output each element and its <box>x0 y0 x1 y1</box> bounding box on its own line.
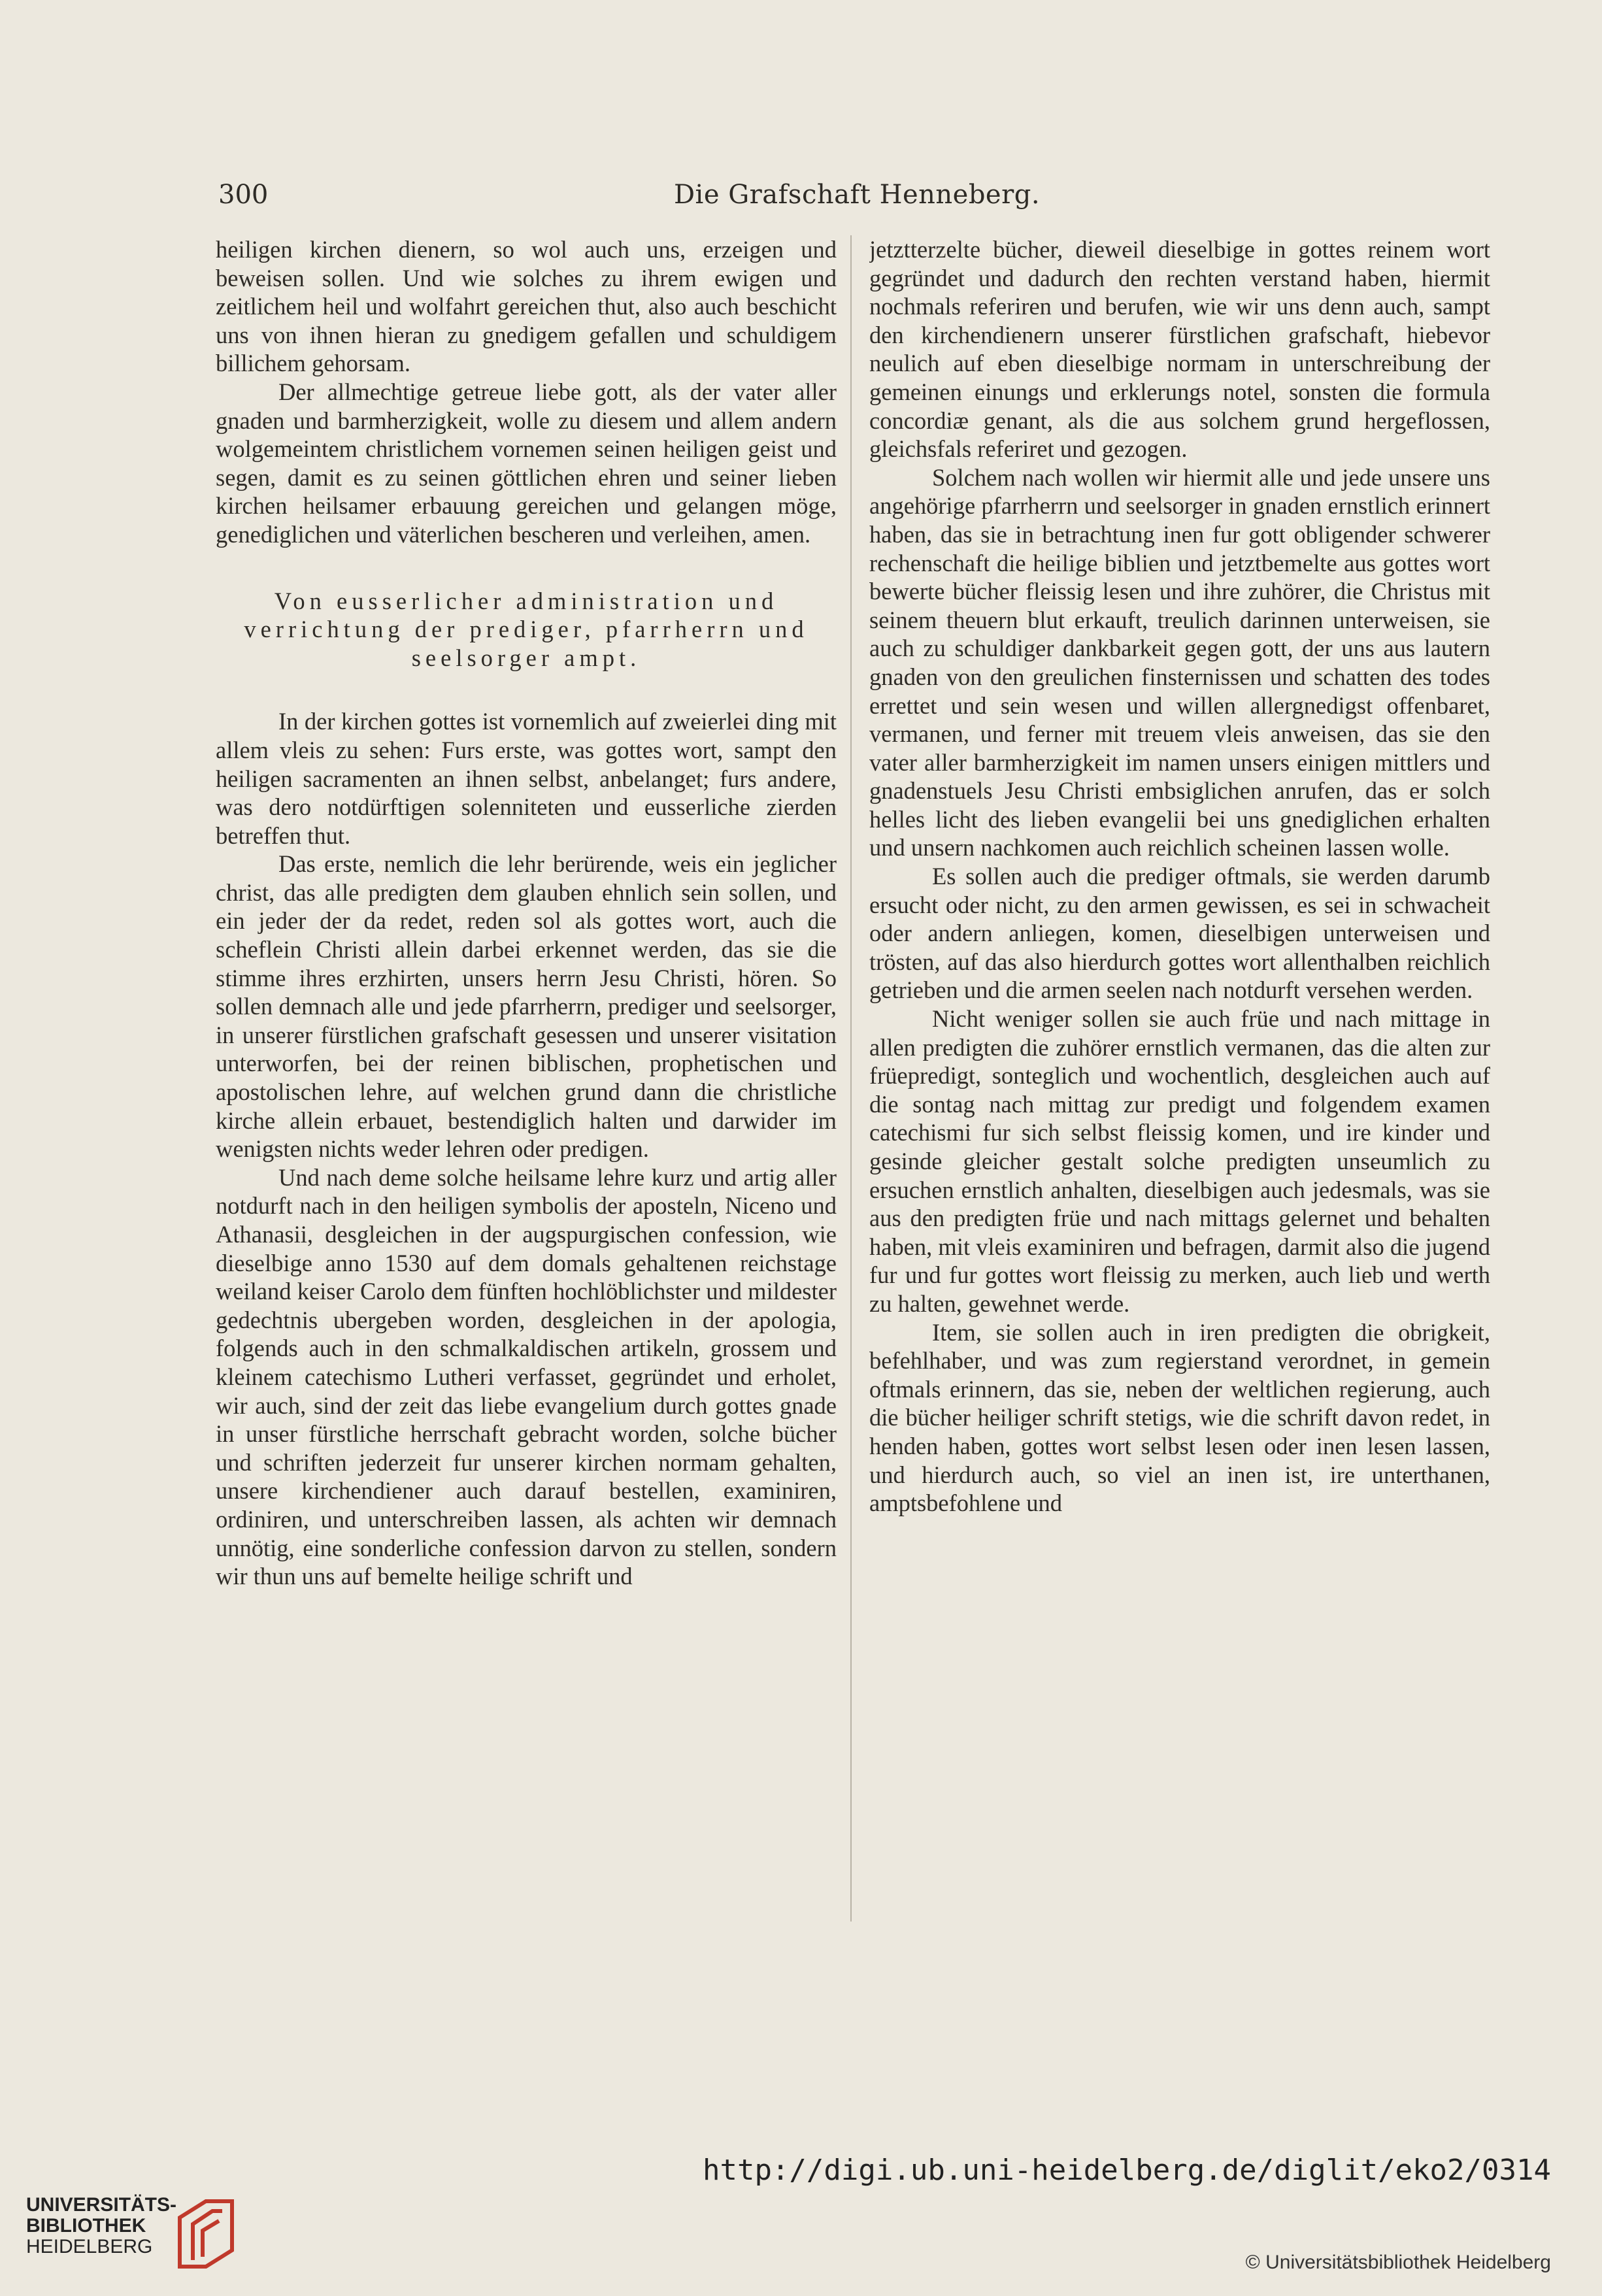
paragraph: Und nach deme solche heilsame lehre kurz und artig aller notdurft nach in den heiligen symbolis der aposteln, Niceno und Athanasii, desgleichen in der augspurgischen confession, wie dieselbige anno 1530 auf dem domals gehaltenen reichstage weiland keiser Carolo dem fünften hochlöblichster und mildester gedechtnis ubergeben worden, desgleichen in der apologia, folgends auch in den schmalkaldischen artikeln, grossem und kleinem catechismo Lutheri verfasset, gegründet und erholet, wir auch, sind der zeit das liebe evangelium durch gottes gnade in unser fürstliche herrschaft gebracht worden, solche bücher und schriften jederzeit fur unserer kirchen normam gehalten, unsere kirchendiener auch darauf bestellen, examiniren, ordiniren, und unterschreiben lassen, als achten wir demnach unnötig, eine sonderliche confession darvon zu stellen, sondern wir thun uns auf bemelte heilige schrift und <box>216 1163 837 1590</box>
page-number: 300 <box>218 180 269 210</box>
logo-line: HEIDELBERG <box>26 2236 153 2257</box>
logo-icon <box>167 2195 239 2273</box>
permalink-link[interactable]: http://digi.ub.uni-heidelberg.de/diglit/eko2/0314 <box>702 2154 1551 2187</box>
section-heading: Von eusserlicher administration und verrichtung der prediger, pfarrherrn und seelsorger ampt. <box>244 587 809 671</box>
paragraph: Solchem nach wollen wir hiermit alle und jede unsere uns angehörige pfarrherrn und seelsorger in gnaden ernstlich erinnert haben, das sie in betrachtung inen fur gott obligender schwerer rechenschaft die heilige biblien und jetztbemelte aus gottes wort bewerte bücher fleissig lesen und ihre zuhörer, die Christus mit seinem theuern blut erkauft, treulich darinnen unterweisen, sie auch zu schuldiger dankbarkeit gegen gott, der uns aus lautern gnaden von den greulichen finsternissen und schatten des todes errettet und sein wesen und willen allergnedigst offenbaret, vermanen, und ferner mit treuem vleis anweisen, das sie den vater aller barmherzigkeit im namen unsers einigen mittlers und gnadenstuels Jesu Christi embsiglichen anrufen, das er solch helles licht des lieben evangelii bei uns gnediglichen erhalten und unsern nachkomen auch reichlich scheinen lassen wolle. <box>869 463 1490 861</box>
paragraph: Item, sie sollen auch in iren predigten die obrigkeit, befehlhaber, und was zum regierstand verordnet, in gemein oftmals erinnern, das sie, neben der weltlichen regierung, auch die bücher heiliger schrift stetigs, wie die schrift davon redet, in henden haben, gottes wort selbst lesen oder inen lesen lassen, und hierdurch auch, so viel an inen ist, ire unterthanen, amptsbefohlene und <box>869 1318 1490 1517</box>
paragraph: In der kirchen gottes ist vornemlich auf zweierlei ding mit allem vleis zu sehen: Furs erste, was gottes wort, sampt den heiligen sacramenten an ihnen selbst, anbelanget; furs andere, was dero notdürftigen solenniteten und eusserliche zierden betreffen thut. <box>216 708 837 849</box>
logo-line: BIBLIOTHEK <box>26 2215 146 2237</box>
library-logo <box>26 2195 261 2280</box>
logo-text <box>26 2195 176 2257</box>
paragraph: heiligen kirchen dienern, so wol auch uns, erzeigen und beweisen sollen. Und wie solches zu ihrem ewigen und zeitlichem heil und wolfahrt gereichen thut, also auch beschicht uns von ihnen hieran zu gnedigem gefallen und schuldigem billichem gehorsam. <box>216 236 837 377</box>
left-column <box>216 235 837 1935</box>
copyright-notice: © Universitätsbibliothek Heidelberg <box>1245 2252 1551 2273</box>
paragraph: Der allmechtige getreue liebe gott, als der vater aller gnaden und barmherzigkeit, wolle zu diesem und allem andern wolgemeintem christlichem vornemen seinen heiligen geist und segen, damit es zu seinen göttlichen ehren und seiner lieben kirchen heilsamer erbauung gereichen und gelangen möge, genediglichen und väterlichen bescheren und verleihen, amen. <box>216 378 837 548</box>
paragraph: Nicht weniger sollen sie auch früe und nach mittage in allen predigten die zuhörer ernstlich vermanen, das die alten zur früepredigt, sonteglich und wochentlich, desgleichen auch auf die sontag nach mittag zur predigt und folgendem examen catechismi fur sich selbst fleissig komen, und ire kinder und gesinde gleicher gestalt solche predigten unseumlich zu ersuchen ernstlich anhalten, dieselbigen auch jedesmals, was sie aus den predigten früe und nach mittags gelernet und behalten haben, mit vleis examiniren und befragen, darmit also die jugend fur und fur gottes wort fleissig zu merken, auch lieb und werth zu halten, gewehnet werde. <box>869 1005 1490 1317</box>
paragraph: Das erste, nemlich die lehr berürende, weis ein jeglicher christ, das alle predigten dem glauben ehnlich sein sollen, und ein jeder der da redet, reden sol als gottes wort, auch die scheflein Christi allein darbei erkennet werden, das sie die stimme ihres erzhirten, unsers herrn Jesu Christi, hören. So sollen demnach alle und jede pfarrherrn, prediger und seelsorger, in unserer fürstlichen grafschaft gesessen und unserer visitation unterworfen, bei der reinen biblischen, prophetischen und apostolischen lehre, auf welchen grund dann die christliche kirche allein erbauet, bestendiglich halten und darwider im wenigsten nichts weder lehren oder predigen. <box>216 850 837 1163</box>
paragraph: Es sollen auch die prediger oftmals, sie werden darumb ersucht oder nicht, zu den armen gewissen, es sei in schwacheit oder andern anliegen, komen, dieselbigen unterweisen und trösten, auf das also hierdurch gottes wort allenthalben reichlich getrieben und die armen seelen nach notdurft versehen werden. <box>869 863 1490 1004</box>
page-footer <box>0 2134 1602 2296</box>
running-head: Die Grafschaft Henneberg. <box>673 180 1041 210</box>
column-divider <box>850 235 852 1922</box>
page-header <box>218 180 1495 222</box>
right-column <box>869 235 1490 1935</box>
logo-line: UNIVERSITÄTS- <box>26 2194 177 2216</box>
paragraph: jetztterzelte bücher, dieweil dieselbige in gottes reinem wort gegründet und dadurch den rechten verstand haben, hiermit nochmals referiren und berufen, wie wir uns denn auch, sampt den kirchendienern unserer fürstlichen grafschaft, hiebevor neulich auf eben dieselbige normam in unterschreibung der gemeinen einungs und erklerungs notel, sonsten die formula concordiæ genant, als die aus solchem grund hergeflossen, gleichsfals referiret und gezogen. <box>869 236 1490 463</box>
